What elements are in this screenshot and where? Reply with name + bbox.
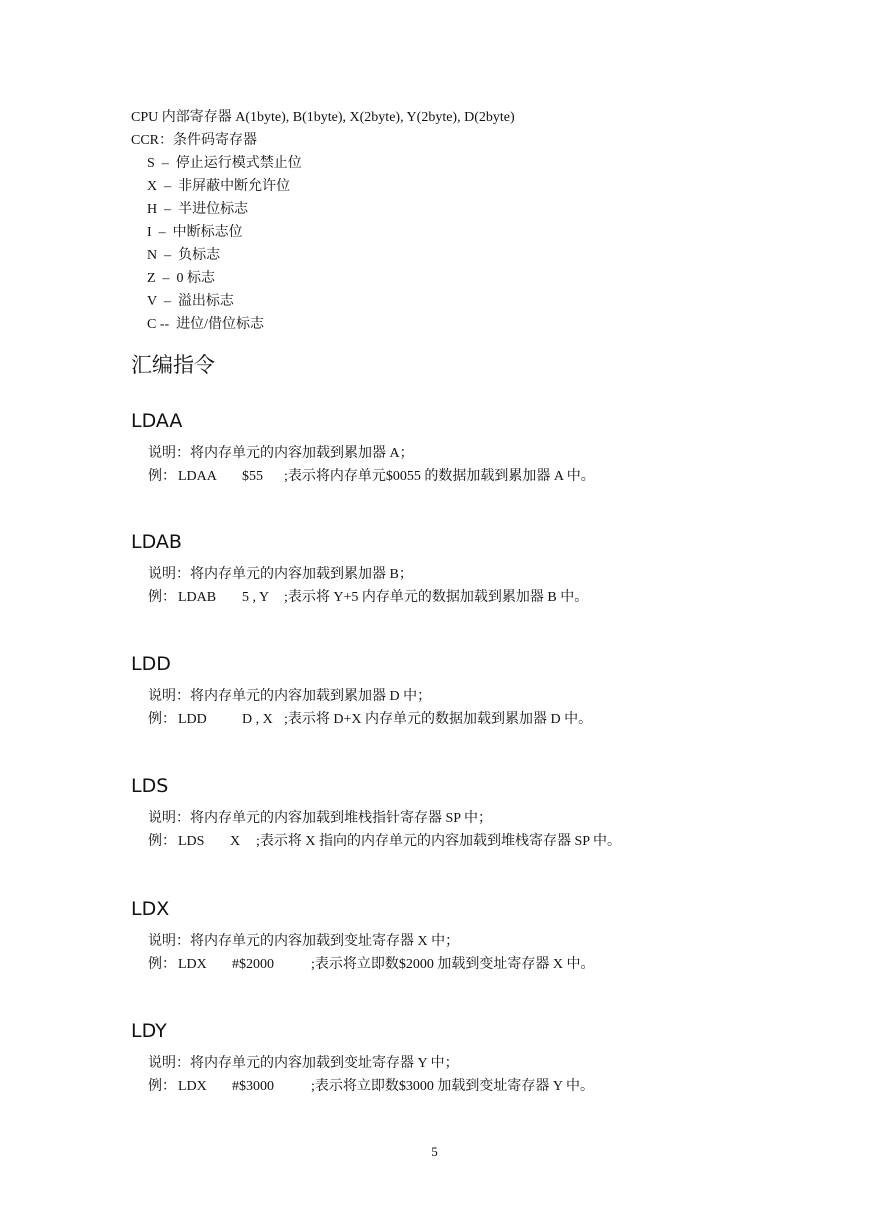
cpu-registers-line: CPU 内部寄存器 A(1byte), B(1byte), X(2byte), Y(2byte), D(2byte) — [131, 110, 515, 125]
example-mnemonic: LDX — [178, 1079, 207, 1094]
example-operand: #$2000 — [232, 957, 274, 972]
instruction-name: LDX — [131, 898, 170, 920]
example-comment: ;表示将 Y+5 内存单元的数据加载到累加器 B 中。 — [284, 590, 589, 605]
example-label: 例： — [148, 712, 176, 727]
example-mnemonic: LDD — [178, 712, 207, 727]
ccr-flag-n: N – 负标志 — [147, 248, 221, 263]
page-number: 5 — [431, 1144, 438, 1159]
instruction-description: 说明：将内存单元的内容加载到累加器 B； — [148, 567, 413, 582]
instruction-name: LDAA — [131, 410, 183, 432]
ccr-flag-h: H – 半进位标志 — [147, 202, 249, 217]
ccr-flag-c: C -- 进位/借位标志 — [147, 317, 265, 332]
instruction-example — [131, 708, 831, 731]
example-label: 例： — [148, 834, 176, 849]
example-label: 例： — [148, 1079, 176, 1094]
instruction-ldd — [131, 652, 831, 731]
example-comment: ;表示将立即数$2000 加载到变址寄存器 X 中。 — [311, 957, 595, 972]
instruction-description: 说明：将内存单元的内容加载到累加器 A； — [148, 446, 414, 461]
instruction-description: 说明：将内存单元的内容加载到堆栈指针寄存器 SP 中； — [148, 811, 493, 826]
example-operand: 5 , Y — [242, 590, 270, 605]
example-mnemonic: LDX — [178, 957, 207, 972]
example-label: 例： — [148, 469, 176, 484]
example-comment: ;表示将内存单元$0055 的数据加载到累加器 A 中。 — [284, 469, 595, 484]
instruction-example — [131, 953, 831, 976]
example-operand: #$3000 — [232, 1079, 274, 1094]
example-mnemonic: LDS — [178, 834, 205, 849]
instruction-example — [131, 830, 831, 853]
instruction-name: LDY — [131, 1020, 167, 1042]
instruction-lds — [131, 774, 831, 853]
section-title: 汇编指令 — [131, 353, 215, 377]
instruction-description: 说明：将内存单元的内容加载到变址寄存器 Y 中； — [148, 1056, 459, 1071]
instruction-example — [131, 465, 831, 488]
ccr-flag-s: S – 停止运行模式禁止位 — [147, 156, 302, 171]
instruction-ldx — [131, 897, 831, 976]
instruction-example — [131, 586, 831, 609]
example-operand: $55 — [242, 469, 263, 484]
ccr-flag-i: I – 中断标志位 — [147, 225, 243, 240]
example-comment: ;表示将 X 指向的内存单元的内容加载到堆栈寄存器 SP 中。 — [256, 834, 622, 849]
ccr-flag-v: V – 溢出标志 — [147, 294, 234, 309]
example-operand: X — [230, 834, 241, 849]
example-label: 例： — [148, 957, 176, 972]
register-overview — [131, 106, 515, 336]
instruction-name: LDD — [131, 653, 171, 675]
example-mnemonic: LDAB — [178, 590, 217, 605]
instruction-example — [131, 1075, 831, 1098]
ccr-flag-x: X – 非屏蔽中断允许位 — [147, 179, 291, 194]
instruction-description: 说明：将内存单元的内容加载到累加器 D 中； — [148, 689, 432, 704]
example-operand: D , X — [242, 712, 273, 727]
ccr-title: CCR：条件码寄存器 — [131, 133, 258, 148]
instruction-name: LDS — [131, 775, 169, 797]
example-comment: ;表示将立即数$3000 加载到变址寄存器 Y 中。 — [311, 1079, 594, 1094]
instruction-description: 说明：将内存单元的内容加载到变址寄存器 X 中； — [148, 934, 460, 949]
example-label: 例： — [148, 590, 176, 605]
instruction-ldab — [131, 530, 831, 609]
instruction-name: LDAB — [131, 531, 182, 553]
example-mnemonic: LDAA — [178, 469, 217, 484]
instruction-ldaa — [131, 409, 831, 488]
ccr-flag-z: Z – 0 标志 — [147, 271, 216, 286]
example-comment: ;表示将 D+X 内存单元的数据加载到累加器 D 中。 — [284, 712, 593, 727]
instruction-ldy — [131, 1019, 831, 1098]
